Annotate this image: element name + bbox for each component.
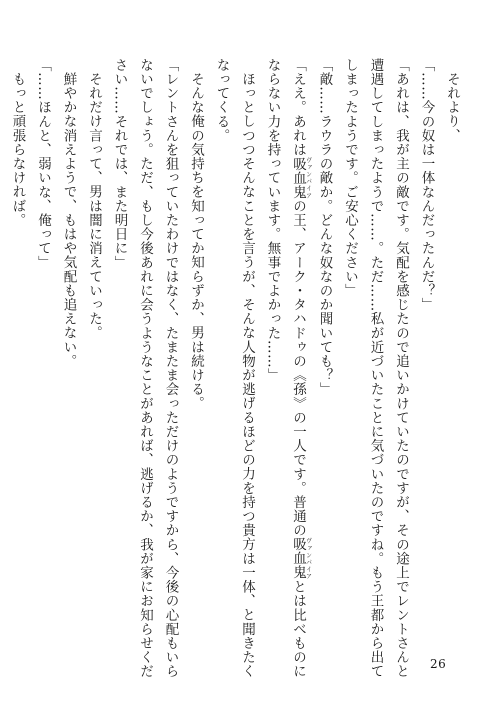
text-line: なってくる。 <box>213 58 230 143</box>
text-line: それだけ言って、男は闇に消えていった。 <box>86 71 102 340</box>
text-line: 「あれは、我が主の敵です。気配を感じたので追いかけていたのですが、その途上でレントさんと <box>393 58 409 679</box>
text-line-with-ruby: 「ええ。あれは吸血鬼ヴァンパイアの王、アーク・タハドゥの《孫》の一人です。普通の吸血鬼ヴァンパイアとは比べものに <box>290 58 312 679</box>
text-line: しまったようです。ご安心ください」 <box>342 58 358 298</box>
ruby-word: 吸血鬼ヴァンパイア <box>290 537 312 580</box>
text-line: 遭遇してしまったようで……。ただ……私が近づいたことに気づいたのですね。もう王都から出て <box>367 58 384 679</box>
text-line: 「……今の奴は一体なんだったんだ？」 <box>418 58 435 312</box>
text-line: 「……ほんと、弱いな、俺って」 <box>35 58 51 270</box>
text-line: ほっとしつつそんなことを言うが、そんな人物が逃げるほどの力を持つ貴方は一体、と聞きたく <box>239 71 255 678</box>
text-line: 鮮やかな消えようで、もはや気配も追えない。 <box>60 71 77 368</box>
text-line: ならない力を持っています。無事でよかった……」 <box>264 58 281 383</box>
text-line: さい……それでは、また明日に」 <box>111 58 128 270</box>
text-line: それより、 <box>444 71 460 142</box>
ruby-word: 吸血鬼ヴァンパイア <box>290 156 312 200</box>
ruby-annotation: ヴァンパイア <box>304 156 312 199</box>
page-number: 26 <box>430 657 447 671</box>
text-line: 「敵……ラウラの敵か。どんな奴なのか聞いても？」 <box>316 58 333 397</box>
text-line: ないでしょう。ただ、もし今後あれに会うようなことがあれば、逃げるか、我が家にお知らせくだ <box>137 58 153 679</box>
text-line: 「レントさんを狙っていたわけではなく、たまたま会っただけのようですから、今後の心配もいら <box>162 58 179 679</box>
ruby-annotation: ヴァンパイア <box>304 537 312 580</box>
text-line: そんな俺の気持ちを知ってか知らずか、男は続ける。 <box>188 71 204 410</box>
text-line: もっと頑張らなければ。 <box>9 71 26 227</box>
